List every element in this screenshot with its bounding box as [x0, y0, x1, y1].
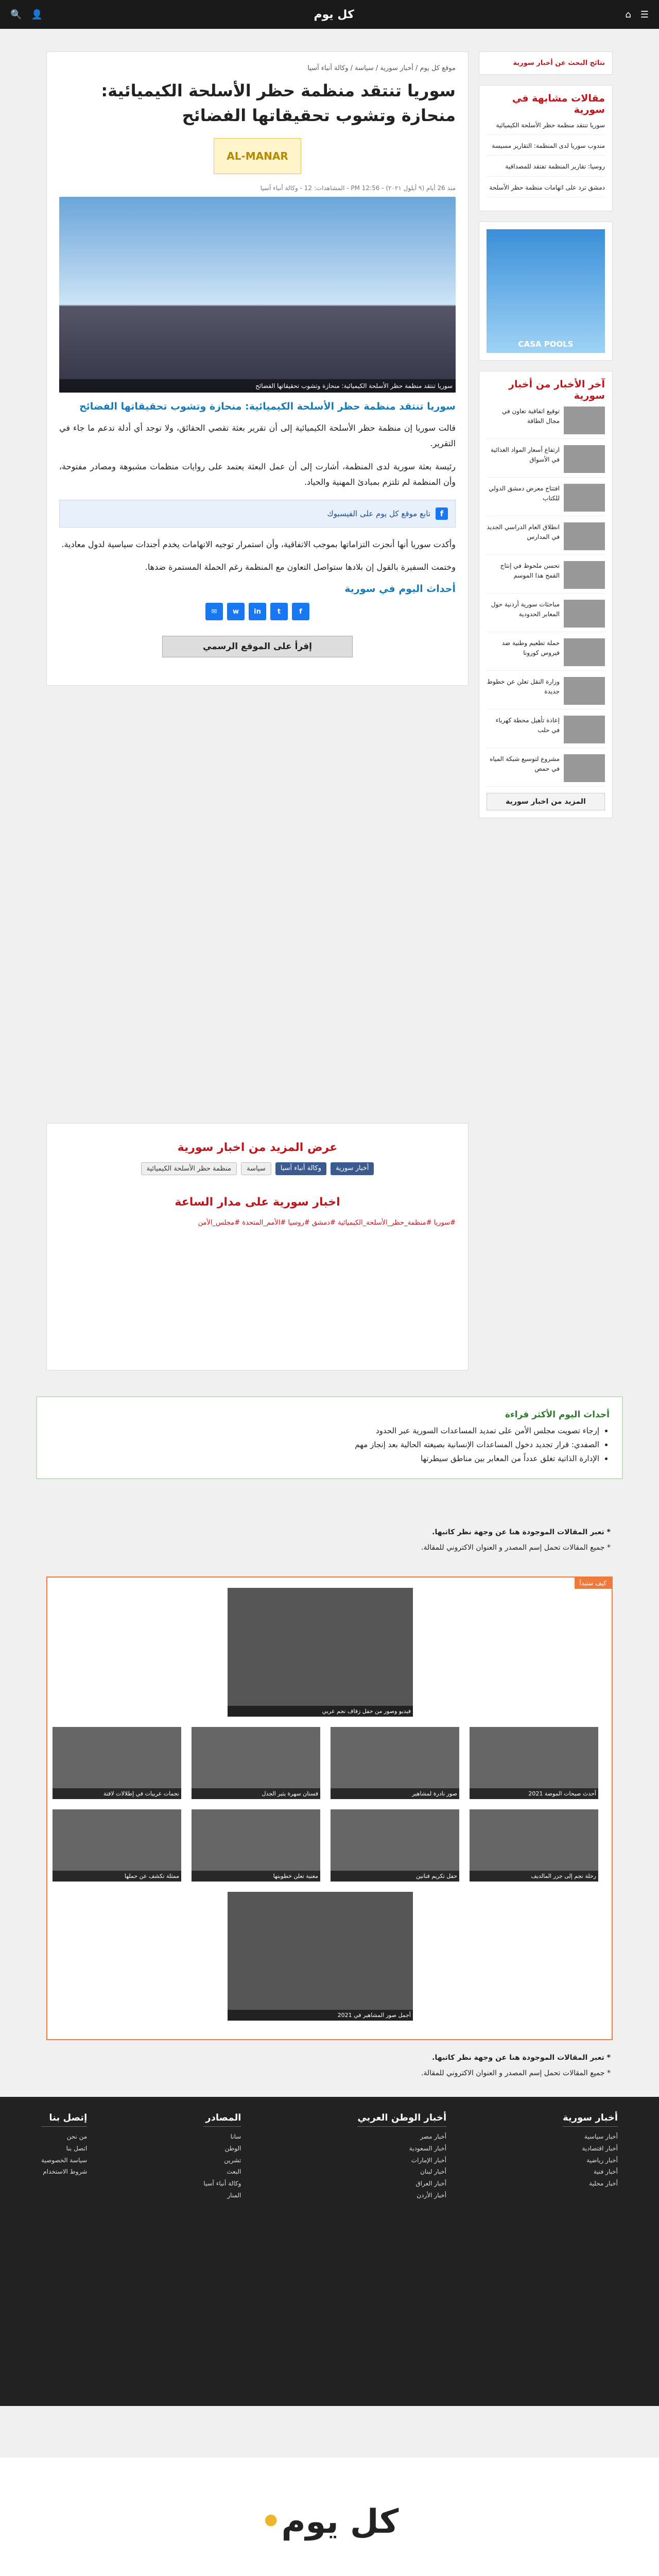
list-item[interactable]	[487, 183, 605, 197]
notice: * تعبر المقالات الموجودة هنا عن وجهة نظر كاتبها.	[432, 2054, 611, 2062]
footer-col	[357, 2112, 446, 2201]
logo-text: كل يوم	[281, 2503, 399, 2541]
list-item[interactable]	[487, 716, 605, 748]
list-item-title: مباحثات سورية أردنية حول المعابر الحدودية	[491, 600, 560, 618]
footer	[0, 2097, 659, 2406]
most-read-item[interactable]: • الصفدي: قرار تجديد دخول المساعدات الإنسانية بصيغته الحالية بعد إنجاز مهم	[49, 1438, 599, 1452]
footer-link[interactable]: أخبار السعودية	[409, 2144, 447, 2152]
big-logo	[0, 2458, 659, 2576]
tag[interactable]: أخبار سورية	[331, 1162, 374, 1175]
latest-title: آخر الأخبار من أخبار سورية	[509, 378, 605, 401]
list-item[interactable]	[487, 484, 605, 516]
gallery-caption: مغنية تعلن خطوبتها	[192, 1871, 320, 1882]
thumbnail	[564, 638, 605, 666]
gallery-thumb[interactable]	[53, 1727, 181, 1799]
thumbnail	[564, 677, 605, 705]
right-icons	[10, 9, 43, 20]
footer-link[interactable]: أخبار مصر	[420, 2133, 447, 2140]
footer-link[interactable]: تشرين	[224, 2156, 241, 2164]
list-item[interactable]	[487, 121, 605, 135]
similar-title: مقالات مشابهة في سورية	[512, 93, 605, 115]
more-section-title: عرض المزيد من اخبار سورية	[177, 1141, 338, 1154]
gallery-thumb[interactable]	[470, 1727, 598, 1799]
footer-link[interactable]: اتصل بنا	[66, 2144, 88, 2152]
footer-link[interactable]: أخبار رياضية	[586, 2156, 618, 2164]
sidebar	[479, 52, 613, 828]
list-item[interactable]	[487, 754, 605, 787]
list-item[interactable]	[487, 638, 605, 671]
sidebar-note-text[interactable]: نتائج البحث عن أخبار سورية	[513, 59, 605, 67]
facebook-share-icon[interactable]: f	[292, 603, 309, 620]
facebook-icon: f	[436, 507, 448, 520]
footer-link[interactable]: أخبار الأردن	[417, 2191, 447, 2199]
tag-list	[59, 1162, 456, 1175]
list-item[interactable]	[487, 600, 605, 632]
list-item-title: مشروع لتوسيع شبكة المياه في حمص	[490, 755, 560, 772]
thumbnail	[564, 716, 605, 743]
facebook-follow[interactable]	[59, 500, 456, 528]
most-read-box	[36, 1396, 623, 1479]
list-item-title: توقيع اتفاقية تعاون في مجال الطاقة	[501, 407, 560, 425]
list-item-title: مندوب سوريا لدى المنظمة: التقارير مسيسة	[492, 142, 605, 150]
list-item-title: ارتفاع أسعار المواد الغذائية في الأسواق	[490, 446, 560, 463]
gallery-thumb[interactable]	[53, 1809, 181, 1882]
footer-col	[563, 2112, 618, 2201]
tag[interactable]: سياسة	[241, 1162, 271, 1175]
footer-link[interactable]: أخبار العراق	[415, 2180, 447, 2188]
whatsapp-share-icon[interactable]: w	[227, 603, 245, 620]
gallery-caption: أحدث صيحات الموضة 2021	[470, 1788, 598, 1799]
article-lead[interactable]: سوريا تنتقد منظمة حظر الأسلحة الكيميائية: منحازة وتشوب تحقيقاتها الفضائح	[79, 401, 456, 412]
footer-link[interactable]: أخبار اقتصادية	[582, 2144, 618, 2152]
thumbnail	[564, 754, 605, 782]
footer-link[interactable]: المنار	[227, 2191, 241, 2199]
site-logo[interactable]: كل يوم	[314, 8, 354, 21]
list-item[interactable]	[487, 141, 605, 156]
gallery-tag[interactable]: كيف ستبدأ	[575, 1578, 612, 1589]
gallery-thumb[interactable]	[331, 1809, 459, 1882]
news-link[interactable]: أحداث اليوم في سورية	[344, 583, 456, 595]
footer-link[interactable]: أخبار فنية	[593, 2168, 618, 2176]
notice: * جميع المقالات تحمل إسم المصدر و العنوان الاكتروني للمقالة.	[421, 1544, 611, 1552]
footer-link[interactable]: أخبار لبنان	[420, 2168, 447, 2176]
hashtag-list[interactable]: #سوريا #منظمة_حظر_الأسلحة_الكيميائية #دمشق #روسيا #الأمم_المتحدة #مجلس_الأمن	[198, 1219, 456, 1227]
gallery-thumb[interactable]	[331, 1727, 459, 1799]
gallery-caption: رحلة نجم إلى جزر المالديف	[470, 1871, 598, 1882]
top-bar	[0, 0, 659, 29]
footer-link[interactable]: البعث	[227, 2168, 241, 2176]
list-item-title: انطلاق العام الدراسي الجديد في المدارس	[487, 523, 560, 540]
list-item[interactable]	[487, 677, 605, 709]
gallery-big-image[interactable]	[228, 1892, 413, 2021]
gallery-thumb[interactable]	[470, 1809, 598, 1882]
gallery-caption: فيديو وصور من حفل زفاف نجم عربي	[228, 1706, 413, 1717]
gallery-caption: صور نادرة لمشاهير	[331, 1788, 459, 1799]
article	[46, 52, 469, 686]
source-logo[interactable]: AL-MANAR	[214, 138, 301, 174]
gallery	[46, 1577, 613, 2040]
hero-image	[59, 197, 456, 393]
thumbnail	[564, 406, 605, 434]
tag[interactable]: وكالة أنباء آسيا	[275, 1162, 326, 1175]
list-item-title: سوريا تنتقد منظمة حظر الأسلحة الكيميائية	[496, 122, 605, 129]
share-buttons	[59, 603, 456, 620]
twitter-share-icon[interactable]: t	[270, 603, 288, 620]
paragraph: وأكدت سوريا أنها أنجزت التزاماتها بموجب الاتفاقية، وأن استمرار توجيه الاتهامات يخدم أجندات سياسية لدول معادية.	[61, 539, 456, 549]
footer-link[interactable]: الوطن	[224, 2144, 241, 2152]
thumbnail	[564, 561, 605, 589]
footer-link[interactable]: سانا	[230, 2133, 241, 2140]
hero-caption: سوريا تنتقد منظمة حظر الأسلحة الكيميائية: منحازة وتشوب تحقيقاتها الفضائح	[59, 379, 456, 393]
gallery-caption: حفل تكريم فنانين	[331, 1871, 459, 1882]
list-item-title: تحسن ملحوظ في إنتاج القمح هذا الموسم	[500, 562, 560, 579]
gallery-caption: نجمات عربيات في إطلالات لافتة	[53, 1788, 181, 1799]
gallery-caption: فستان سهرة يثير الجدل	[192, 1788, 320, 1799]
most-read-item[interactable]: • إرجاء تصويت مجلس الأمن على تمديد المساعدات السورية عبر الحدود	[49, 1424, 599, 1438]
thumbnail	[564, 522, 605, 550]
thumbnail	[564, 600, 605, 628]
footer-link[interactable]: أخبار سياسية	[584, 2133, 618, 2140]
footer-link[interactable]: من نحن	[66, 2133, 88, 2140]
read-official-button[interactable]: إقرأ على الموقع الرسمي	[162, 636, 353, 657]
search-icon[interactable]: 🔍	[10, 9, 22, 20]
list-item-title: افتتاح معرض دمشق الدولي للكتاب	[489, 484, 560, 502]
list-item[interactable]	[487, 522, 605, 555]
latest-news	[479, 371, 613, 818]
notice: * جميع المقالات تحمل إسم المصدر و العنوان الاكتروني للمقالة.	[421, 2069, 611, 2077]
sidebar-ad[interactable]	[479, 222, 613, 361]
facebook-follow-label: تابع موقع كل يوم على الفيسبوك	[327, 509, 430, 518]
footer-link[interactable]: أخبار الإمارات	[411, 2156, 447, 2164]
similar-articles	[479, 85, 613, 211]
tag[interactable]: منظمة حظر الأسلحة الكيميائية	[141, 1162, 237, 1175]
logo-mark[interactable]: كل يوم•	[260, 2503, 399, 2541]
footer-col-title: إتصل بنا	[41, 2112, 87, 2127]
footer-link[interactable]: سياسة الخصوصية	[41, 2156, 88, 2164]
most-read-title: أحداث اليوم الأكثر قراءة	[505, 1410, 610, 1420]
breadcrumb[interactable]: موقع كل يوم / أخبار سورية / سياسة / وكالة أنباء آسيا	[307, 64, 456, 72]
paragraph: وختمت السفيرة بالقول إن بلادها ستواصل التعاون مع المنظمة رغم الحملة المستمرة ضدها.	[145, 562, 456, 572]
footer-col-title: أخبار سورية	[563, 2112, 618, 2127]
list-item[interactable]	[487, 406, 605, 439]
footer-col	[203, 2112, 241, 2201]
article-title: سوريا تنتقد منظمة حظر الأسلحة الكيميائية: منحازة وتشوب تحقيقاتها الفضائح	[101, 81, 456, 125]
footer-link[interactable]: وكالة أنباء آسيا	[203, 2180, 241, 2188]
email-share-icon[interactable]: ✉	[205, 603, 223, 620]
user-icon[interactable]: 👤	[31, 9, 43, 20]
list-item[interactable]	[487, 445, 605, 478]
list-item-title: إعادة تأهيل محطة كهرباء في حلب	[495, 716, 560, 734]
linkedin-share-icon[interactable]: in	[249, 603, 266, 620]
around-clock-heading: اخبار سورية على مدار الساعة	[175, 1196, 340, 1209]
gallery-caption: ممثلة تكشف عن حملها	[53, 1871, 181, 1882]
thumbnail	[564, 445, 605, 473]
ad-banner[interactable]: CASA POOLS	[487, 229, 605, 353]
left-icons	[625, 9, 649, 20]
list-item-title: حملة تطعيم وطنية ضد فيروس كورونا	[501, 639, 560, 656]
list-item-title: وزارة النقل تعلن عن خطوط جديدة	[487, 677, 560, 695]
sidebar-note	[479, 52, 613, 75]
list-item-title: روسيا: تقارير المنظمة تفتقد للمصداقية	[505, 163, 605, 171]
thumbnail	[564, 484, 605, 512]
more-news-button[interactable]: المزيد من اخبار سورية	[487, 793, 605, 810]
paragraph: رئيسة بعثة سورية لدى المنظمة، أشارت إلى أن عمل البعثة يعتمد على روايات منظمات مشبوهة ومصادر مفتوحة، وأن المنظمة لم تلتزم بمبادئ المهنية والحياد.	[59, 461, 456, 487]
notice: * تعبر المقالات الموجودة هنا عن وجهة نظر كاتبها.	[432, 1528, 611, 1536]
gallery-thumb[interactable]	[192, 1727, 320, 1799]
gallery-big-image[interactable]	[228, 1588, 413, 1717]
most-read-item[interactable]: • الإدارة الذاتية تغلق عدداً من المعابر بين مناطق سيطرتها	[49, 1452, 599, 1466]
more-section	[46, 1123, 469, 1370]
paragraph: قالت سوريا إن منظمة حظر الأسلحة الكيميائية إلى أن تقرير بعثة تقصي الحقائق، ولا توجد أي أدلة تدعم ما جاء في التقرير.	[59, 423, 456, 449]
gallery-thumb[interactable]	[192, 1809, 320, 1882]
menu-icon[interactable]: ☰	[640, 9, 649, 20]
home-icon[interactable]: ⌂	[625, 9, 631, 20]
list-item[interactable]	[487, 162, 605, 176]
footer-col	[41, 2112, 87, 2201]
list-item[interactable]	[487, 561, 605, 594]
article-meta: منذ 26 أيام (٩ أيلول ٢٠٢١) - 12:56 PM - المشاهدات: 12 - وكالة أنباء آسيا	[260, 184, 456, 192]
footer-link[interactable]: شروط الاستخدام	[43, 2168, 88, 2176]
footer-col-title: أخبار الوطن العربي	[357, 2112, 446, 2127]
gallery-caption: أجمل صور المشاهير في 2021	[228, 2010, 413, 2021]
footer-link[interactable]: أخبار محلية	[589, 2180, 618, 2188]
list-item-title: دمشق ترد على اتهامات منظمة حظر الأسلحة	[489, 183, 605, 191]
footer-col-title: المصادر	[203, 2112, 241, 2127]
